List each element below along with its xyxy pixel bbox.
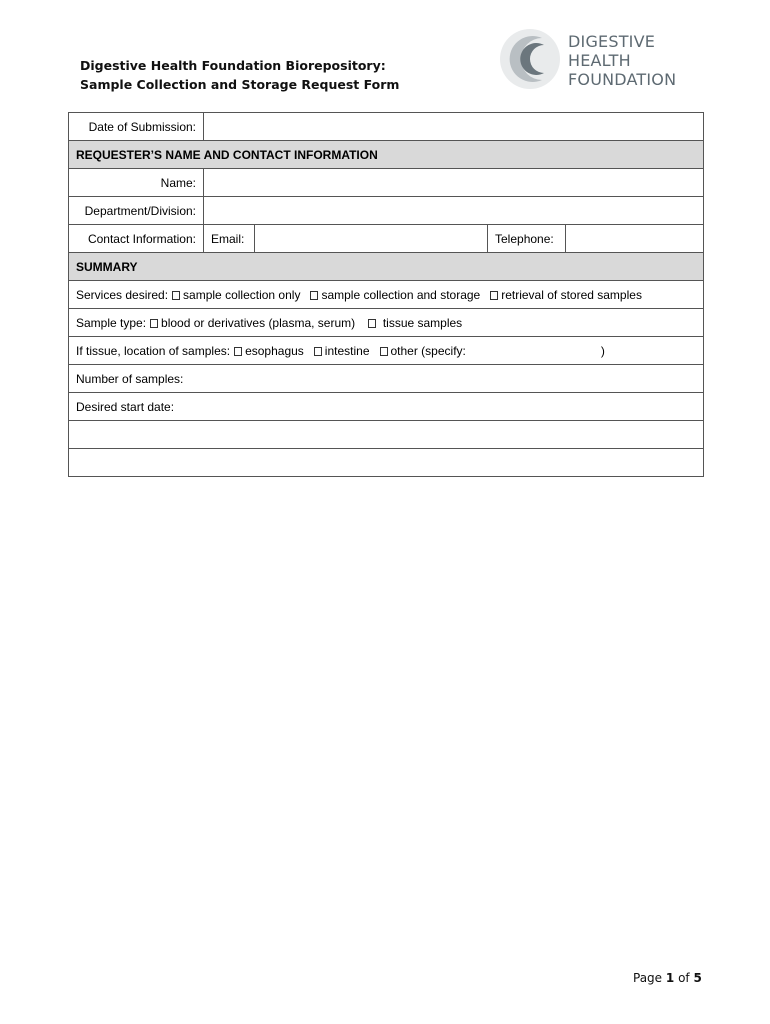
logo-line-1: DIGESTIVE (568, 32, 656, 51)
checkbox-icon[interactable] (368, 319, 376, 328)
page-current: 1 (665, 971, 675, 985)
sample-type-label: Sample type: (76, 315, 147, 330)
page-total: 5 (693, 971, 702, 985)
department-row (69, 197, 704, 225)
checkbox-icon[interactable] (380, 347, 388, 356)
email-label: Email: (204, 225, 255, 253)
requester-section-row (69, 141, 704, 169)
title-line-2: Sample Collection and Storage Request Form (80, 77, 400, 92)
start-date-row (69, 393, 704, 421)
tissue-location-row (69, 337, 704, 365)
email-field[interactable] (255, 225, 488, 253)
name-row (69, 169, 704, 197)
department-label: Department/Division: (69, 197, 204, 225)
services-desired-label: Services desired: (76, 287, 169, 302)
tissue-location-label: If tissue, location of samples: (76, 343, 231, 358)
services-desired-cell (69, 281, 704, 309)
blank-field-1[interactable] (69, 421, 704, 449)
blank-field-2[interactable] (69, 449, 704, 477)
services-row (69, 281, 704, 309)
checkbox-icon[interactable] (172, 291, 180, 300)
sample-option-tissue: tissue samples (382, 315, 463, 330)
sample-type-cell (69, 309, 704, 337)
contact-row (69, 225, 704, 253)
summary-section-header: SUMMARY (69, 253, 704, 281)
page-of: of (678, 971, 690, 985)
number-of-samples-label[interactable]: Number of samples: (69, 365, 704, 393)
logo-wordmark (568, 32, 676, 89)
date-of-submission-label: Date of Submission: (69, 113, 204, 141)
crescent-logo-icon (498, 26, 562, 90)
tissue-close-paren: ) (600, 343, 605, 358)
date-of-submission-field[interactable] (204, 113, 704, 141)
sample-option-blood: blood or derivatives (plasma, serum) (161, 315, 356, 330)
date-row (69, 113, 704, 141)
checkbox-icon[interactable] (314, 347, 322, 356)
logo-line-3: FOUNDATION (568, 70, 677, 89)
foundation-logo (498, 26, 698, 96)
document-title (80, 56, 399, 94)
logo-line-2: HEALTH (568, 51, 631, 70)
tissue-option-intestine: intestine (324, 343, 370, 358)
page-number (633, 971, 702, 985)
name-label: Name: (69, 169, 204, 197)
telephone-field[interactable] (566, 225, 704, 253)
service-option-collection-storage: sample collection and storage (321, 287, 481, 302)
tissue-location-cell (69, 337, 704, 365)
service-option-collection-only: sample collection only (183, 287, 301, 302)
checkbox-icon[interactable] (310, 291, 318, 300)
service-option-retrieval: retrieval of stored samples (501, 287, 642, 302)
desired-start-date-label[interactable]: Desired start date: (69, 393, 704, 421)
requester-section-header: REQUESTER’S NAME AND CONTACT INFORMATION (69, 141, 704, 169)
title-line-1: Digestive Health Foundation Biorepository: (80, 58, 386, 73)
request-form-table (68, 112, 704, 477)
blank-row-1 (69, 421, 704, 449)
checkbox-icon[interactable] (490, 291, 498, 300)
page-prefix: Page (633, 971, 663, 985)
tissue-option-esophagus: esophagus (245, 343, 304, 358)
checkbox-icon[interactable] (150, 319, 158, 328)
sample-type-row (69, 309, 704, 337)
tissue-option-other: other (specify: (390, 343, 466, 358)
blank-row-2 (69, 449, 704, 477)
contact-information-label: Contact Information: (69, 225, 204, 253)
checkbox-icon[interactable] (234, 347, 242, 356)
telephone-label: Telephone: (488, 225, 566, 253)
number-of-samples-row (69, 365, 704, 393)
summary-section-row (69, 253, 704, 281)
department-field[interactable] (204, 197, 704, 225)
name-field[interactable] (204, 169, 704, 197)
